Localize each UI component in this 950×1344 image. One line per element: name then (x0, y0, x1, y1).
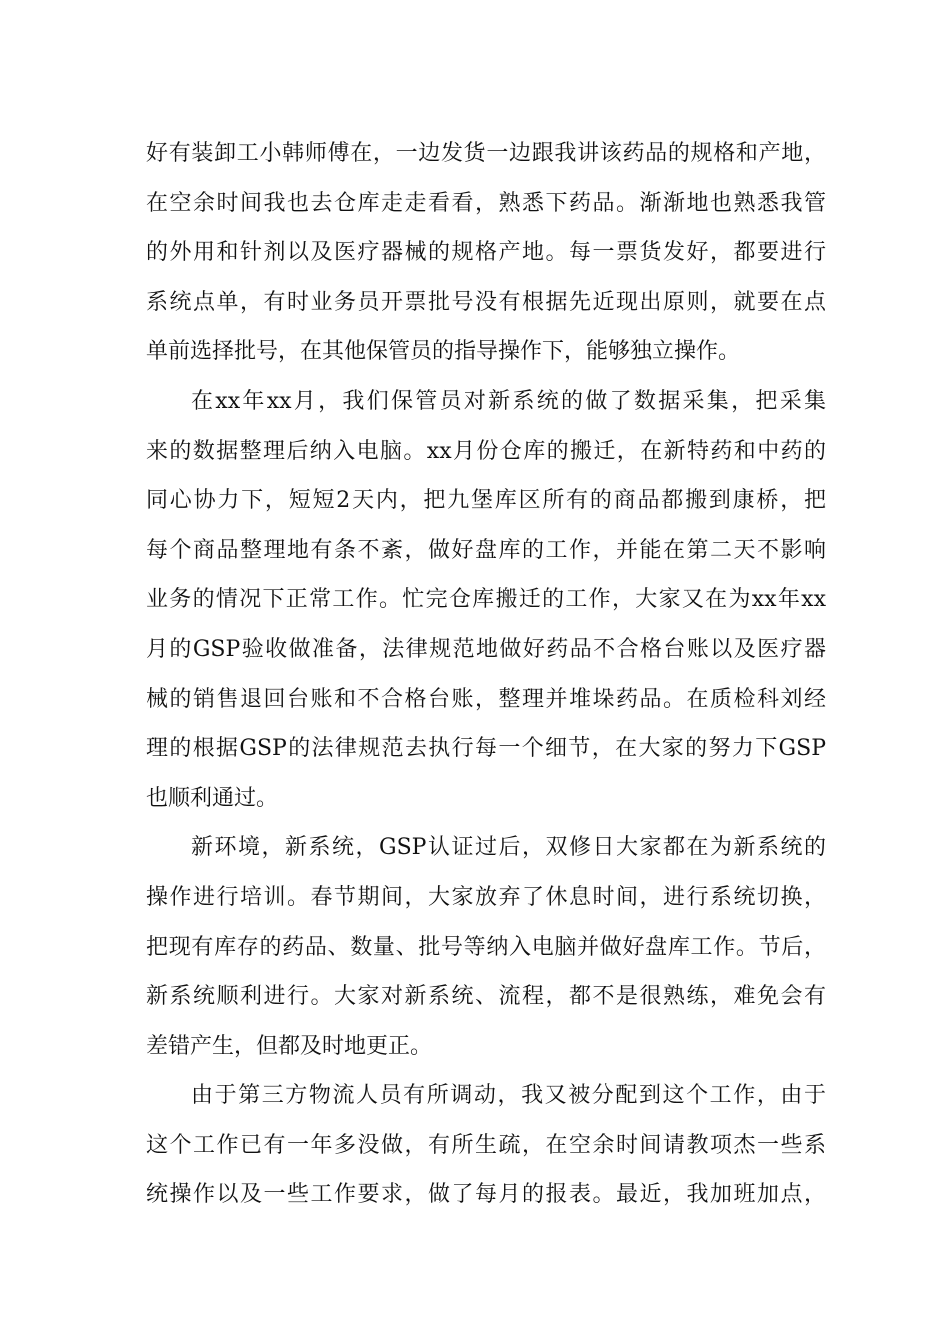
text-line: 由于第三方物流人员有所调动，我又被分配到这个工作，由于 (191, 1083, 826, 1109)
text-line: 单前选择批号，在其他保管员的指导操作下，能够独立操作。 (146, 339, 741, 365)
text-line: 业务的情况下正常工作。忙完仓库搬迁的工作，大家又在为xx年xx (146, 587, 826, 613)
text-line: 把现有库存的药品、数量、批号等纳入电脑并做好盘库工作。节后， (146, 934, 826, 960)
text-line: 操作进行培训。春节期间，大家放弃了休息时间，进行系统切换， (146, 884, 826, 910)
text-line: 同心协力下，短短2天内，把九堡库区所有的商品都搬到康桥，把 (146, 488, 826, 514)
text-line: 也顺利通过。 (146, 785, 279, 811)
text-line: 在xx年xx月，我们保管员对新系统的做了数据采集，把采集 (191, 388, 826, 414)
document-body (146, 129, 826, 1220)
text-line: 械的销售退回台账和不合格台账，整理并堆垛药品。在质检科刘经 (146, 686, 826, 712)
text-line: 这个工作已有一年多没做，有所生疏，在空余时间请教项杰一些系 (146, 1132, 826, 1158)
text-line: 的外用和针剂以及医疗器械的规格产地。每一票货发好，都要进行 (146, 240, 826, 266)
text-line: 系统点单，有时业务员开票批号没有根据先近现出原则，就要在点 (146, 289, 826, 315)
text-line: 来的数据整理后纳入电脑。xx月份仓库的搬迁，在新特药和中药的 (146, 438, 826, 464)
text-line: 每个商品整理地有条不紊，做好盘库的工作，并能在第二天不影响 (146, 537, 826, 563)
text-line: 理的根据GSP的法律规范去执行每一个细节，在大家的努力下GSP (146, 736, 826, 762)
text-line: 好有装卸工小韩师傅在，一边发货一边跟我讲该药品的规格和产地， (146, 141, 826, 166)
text-line: 新环境，新系统，GSP认证过后，双修日大家都在为新系统的 (191, 835, 826, 861)
text-line: 差错产生，但都及时地更正。 (146, 1033, 433, 1059)
text-line: 月的GSP验收做准备，法律规范地做好药品不合格台账以及医疗器 (146, 636, 826, 662)
text-line: 在空余时间我也去仓库走走看看，熟悉下药品。渐渐地也熟悉我管 (146, 190, 826, 216)
text-line: 新系统顺利进行。大家对新系统、流程，都不是很熟练，难免会有 (146, 984, 826, 1010)
text-line: 统操作以及一些工作要求，做了每月的报表。最近，我加班加点， (146, 1182, 826, 1208)
